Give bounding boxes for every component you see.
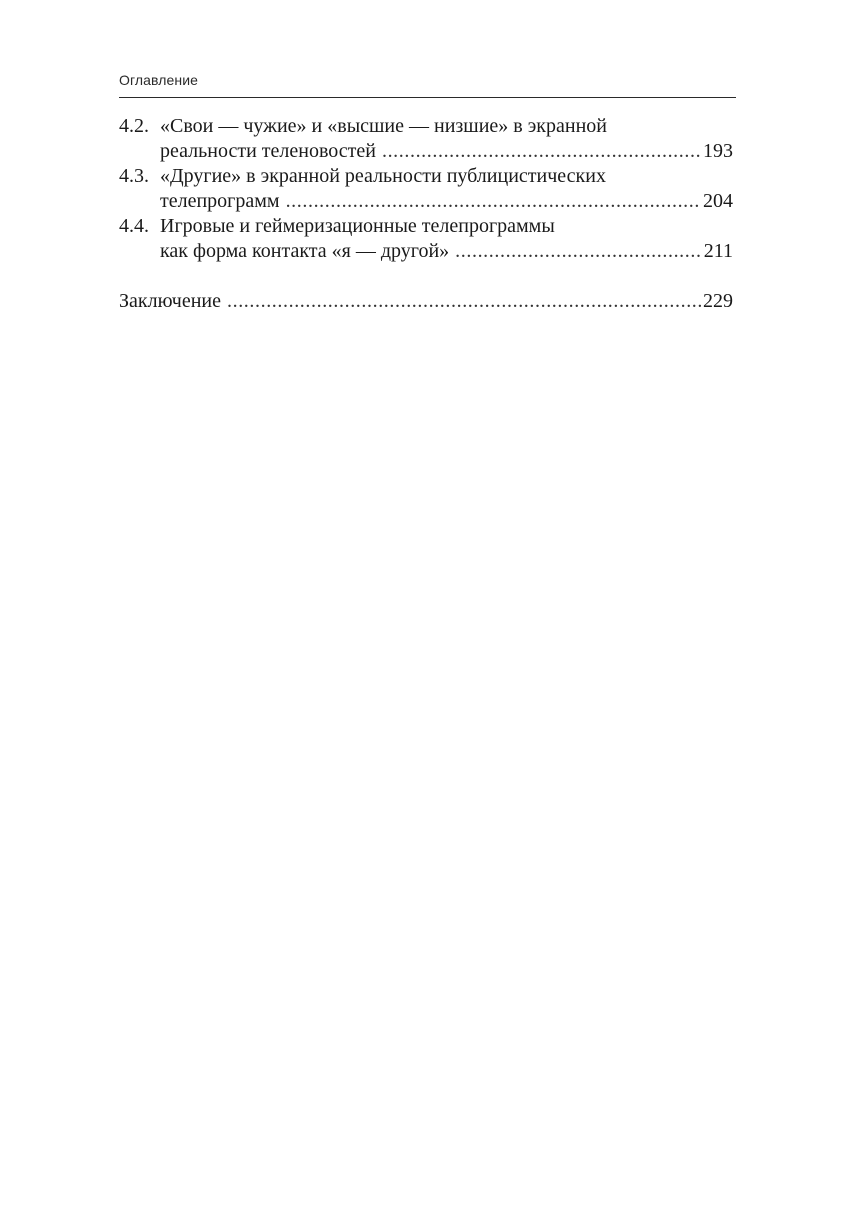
toc-entry-4-3[interactable]	[119, 164, 733, 214]
toc-entry-number: 4.3.	[119, 165, 149, 187]
table-of-contents	[119, 114, 733, 314]
toc-entry-page: 229	[703, 290, 733, 312]
toc-entry-4-4[interactable]	[119, 214, 733, 264]
toc-entry-title: Заключение	[119, 290, 221, 312]
toc-entry-number: 4.2.	[119, 115, 149, 137]
toc-entry-title-line2: телепрограмм	[160, 190, 280, 212]
toc-entry-title-line2: как форма контакта «я — другой»	[160, 240, 450, 262]
running-head: Оглавление	[119, 72, 199, 88]
toc-entry-title-line1: «Свои — чужие» и «высшие — низшие» в экранной	[160, 115, 608, 137]
dot-leader	[227, 289, 701, 314]
toc-entry-page: 193	[703, 140, 733, 162]
dot-leader	[382, 139, 701, 164]
toc-entry-4-2[interactable]	[119, 114, 733, 164]
toc-entry-page: 211	[703, 240, 733, 262]
header-rule	[119, 97, 736, 98]
toc-entry-title-line2: реальности теленовостей	[160, 140, 376, 162]
toc-entry-conclusion[interactable]	[119, 289, 733, 314]
toc-entry-number: 4.4.	[119, 215, 149, 237]
dot-leader	[286, 189, 701, 214]
toc-entry-title-line1: Игровые и геймеризационные телепрограммы	[160, 215, 555, 237]
dot-leader	[455, 239, 702, 264]
toc-entry-page: 204	[703, 190, 733, 212]
toc-entry-title-line1: «Другие» в экранной реальности публицистических	[160, 165, 606, 187]
